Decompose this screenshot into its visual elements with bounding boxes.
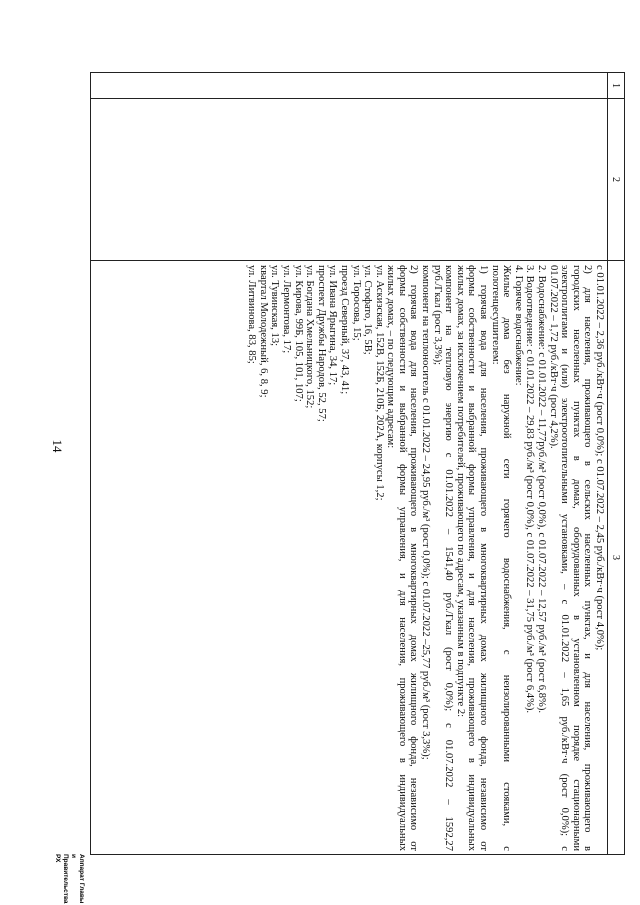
column-divider	[91, 98, 608, 99]
table-cell-content	[246, 261, 608, 855]
text-line: Жилые дома без наружной сети горячего водоснабжения, с неизолированными стояками, с	[501, 265, 513, 851]
table-header-row	[607, 73, 624, 854]
text-line: формы собственности и выбранной формы управления, и для населения, проживающего в индивидуальных	[396, 265, 408, 851]
office-stamp	[53, 854, 85, 904]
text-line: руб./Гкал (рост 3,3%);	[431, 265, 443, 366]
text-line: 2) для населения, проживающего в сельских населенных пунктах, и для населения, проживающего в	[582, 265, 594, 851]
text-line: компонент на теплоноситель с 01.01.2022 – 24,95 руб./м³ (рост 0,0%); с 01.07.2022 –25,77 руб./м³ (рост 3,3%);	[420, 265, 432, 760]
text-line: формы собственности и выбранной формы управления, и для населения, проживающего в индивидуальных	[466, 265, 478, 851]
text-line: 2. Водоснабжение: с 01.01.2022 – 11,77руб./м³ (рост 0,0%), с 01.07.2022 – 12,57 руб./м³ (рост 6,8%).	[536, 265, 548, 713]
text-line: ул. Ивана Ярыгина, 34, 17;	[327, 265, 339, 386]
text-line: ул. Литвинова, 83, 85;	[246, 265, 258, 364]
text-line: ул. Кирова, 99Б, 105, 101, 107;	[292, 265, 304, 402]
text-line: жилых домах, – по следующим адресам:	[385, 265, 397, 449]
page-number: 14	[50, 439, 65, 453]
text-line: ул. Торосова, 15;	[350, 265, 362, 341]
text-line: с 01.01.2022 – 2,36 руб./кВт·ч (рост 0,0%); с 01.07.2022 – 2,45 руб./кВт·ч (рост 4,0%);	[594, 265, 605, 651]
text-line: проезд Северный, 37, 43, 41;	[338, 265, 350, 395]
stamp-line: Аппарат Главы	[78, 854, 85, 904]
text-line: квартал Молодежный, 6, 8, 9;	[257, 265, 269, 398]
text-line: 4. Горячее водоснабжение:	[512, 265, 524, 386]
header-col-1: 1	[608, 73, 624, 99]
rotated-page-content	[54, 72, 625, 904]
text-line: жилых домах, за исключением потребителей, проживающего по адресам, указанным в подпункте 2:	[454, 265, 466, 718]
text-line: 3. Водоотведение: с 01.01.2022 – 29,83 руб./м³ (рост 0,0%), с 01.07.2022 – 31,75 руб./м³ (рост 6,4%).	[524, 265, 536, 714]
text-line: ул. Аскизская, 152В, 152Б, 210Б, 202А, корпусы 1,2;	[373, 265, 385, 501]
text-line: ул. Богдана Хмельницкого, 152;	[304, 265, 316, 409]
text-line: 1) горячая вода для населения, проживающего в многоквартирных домах жилищного фонда, независимо от	[478, 265, 490, 851]
tariff-table	[90, 72, 625, 855]
text-line: полотенцесушителем:	[489, 265, 501, 365]
text-line: компонент на тепловую энергию с 01.01.2022 – 1541,40 руб./Гкал (рост 0,0%); с 01.07.2022 – 1592,27	[443, 265, 455, 851]
text-line: ул. Стофато, 16, 5В;	[362, 265, 374, 355]
text-line: 01.07.2022 – 1,72 руб./кВт·ч (рост 4,2%).	[547, 265, 559, 449]
text-line: ул. Тувинская, 13;	[269, 265, 281, 347]
header-col-3: 3	[610, 555, 622, 560]
stamp-line: и Правительства РХ	[54, 854, 77, 904]
text-line: 2) горячая вода для населения, проживающего в многоквартирных домах жилищного фонда, независимо от	[408, 265, 420, 851]
text-line: городских населенных пунктах в домах, оборудованных в установленном порядке стационарными	[570, 265, 582, 851]
text-line: ул. Лермонтова, 17;	[280, 265, 292, 354]
header-col-2: 2	[608, 99, 624, 261]
text-line: проспект Дружбы Народов, 52, 57;	[315, 265, 327, 422]
text-line: электроплитами и (или) электроотопительными установками, – с 01.01.2022 – 1,65 руб./кВт·ч (рост 0,0%); с	[559, 265, 571, 851]
